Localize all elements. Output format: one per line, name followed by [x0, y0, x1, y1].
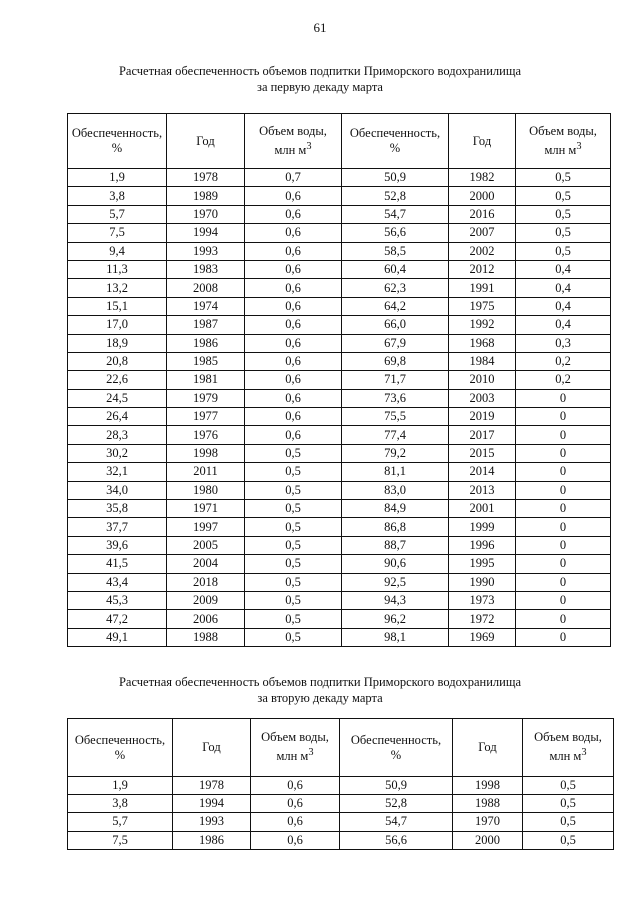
cell-volume: 0,5: [245, 628, 342, 646]
cell-obesp: 7,5: [68, 224, 167, 242]
cell-year: 2015: [449, 444, 516, 462]
cell-year: 2017: [449, 426, 516, 444]
header-volume: Объем воды, млн $м^3$: [251, 719, 340, 777]
table-row: [68, 279, 611, 297]
cell-obesp: 58,5: [342, 242, 449, 260]
cell-volume: 0,6: [245, 297, 342, 315]
cell-volume: 0,6: [251, 795, 340, 813]
cell-obesp: 71,7: [342, 371, 449, 389]
cell-volume: 0,5: [516, 224, 611, 242]
cell-year: 1977: [167, 408, 245, 426]
header-year: Год: [173, 719, 251, 777]
cell-obesp: 28,3: [68, 426, 167, 444]
table-row: [68, 205, 611, 223]
cell-obesp: 3,8: [68, 187, 167, 205]
table-row: [68, 555, 611, 573]
cell-year: 2016: [449, 205, 516, 223]
cell-year: 1997: [167, 518, 245, 536]
cell-obesp: 35,8: [68, 500, 167, 518]
table-row: [68, 628, 611, 646]
cell-obesp: 50,9: [342, 169, 449, 187]
header-volume: Объем воды, млн $м^3$: [245, 114, 342, 169]
cell-year: 1992: [449, 316, 516, 334]
table-row: [68, 831, 614, 849]
cell-obesp: 83,0: [342, 481, 449, 499]
cell-volume: 0,5: [245, 481, 342, 499]
table-row: [68, 224, 611, 242]
cell-year: 2019: [449, 408, 516, 426]
table-row: [68, 813, 614, 831]
cell-year: 1971: [167, 500, 245, 518]
table-row: [68, 371, 611, 389]
cell-volume: 0,5: [523, 831, 614, 849]
cell-volume: 0,6: [245, 426, 342, 444]
cell-obesp: 67,9: [342, 334, 449, 352]
cell-volume: 0,5: [523, 795, 614, 813]
table2-caption-line2: за вторую декаду марта: [257, 691, 383, 705]
cell-obesp: 92,5: [342, 573, 449, 591]
cell-obesp: 5,7: [68, 205, 167, 223]
cell-obesp: 62,3: [342, 279, 449, 297]
cell-volume: 0: [516, 610, 611, 628]
cell-obesp: 17,0: [68, 316, 167, 334]
table-row: [68, 795, 614, 813]
cell-obesp: 32,1: [68, 463, 167, 481]
cell-year: 1970: [453, 813, 523, 831]
cell-year: 1987: [167, 316, 245, 334]
cell-year: 1975: [449, 297, 516, 315]
page-number: 61: [313, 20, 327, 35]
cell-year: 1981: [167, 371, 245, 389]
table-row: [68, 591, 611, 609]
table-row: [68, 187, 611, 205]
cell-year: 2000: [453, 831, 523, 849]
cell-year: 1993: [167, 242, 245, 260]
cell-obesp: 34,0: [68, 481, 167, 499]
cell-year: 2001: [449, 500, 516, 518]
cell-year: 1991: [449, 279, 516, 297]
cell-year: 1998: [167, 444, 245, 462]
table2: [67, 718, 614, 850]
cell-volume: 0,2: [516, 371, 611, 389]
cell-obesp: 64,2: [342, 297, 449, 315]
cell-obesp: 98,1: [342, 628, 449, 646]
cell-year: 2006: [167, 610, 245, 628]
cell-obesp: 54,7: [340, 813, 453, 831]
table-row: [68, 500, 611, 518]
cell-year: 1995: [449, 555, 516, 573]
cell-volume: 0,5: [245, 610, 342, 628]
cell-volume: 0,5: [523, 777, 614, 795]
table-row: [68, 481, 611, 499]
cell-volume: 0: [516, 628, 611, 646]
cell-obesp: 50,9: [340, 777, 453, 795]
cell-year: 1982: [449, 169, 516, 187]
cell-volume: 0,5: [245, 555, 342, 573]
cell-obesp: 1,9: [68, 169, 167, 187]
table-row: [68, 610, 611, 628]
cell-obesp: 75,5: [342, 408, 449, 426]
table-row: [68, 260, 611, 278]
cell-volume: 0: [516, 555, 611, 573]
cell-obesp: 43,4: [68, 573, 167, 591]
cell-year: 1993: [173, 813, 251, 831]
cell-volume: 0,6: [245, 408, 342, 426]
cell-year: 2009: [167, 591, 245, 609]
cell-volume: 0,5: [516, 169, 611, 187]
table1-body: [68, 169, 611, 647]
cell-year: 2011: [167, 463, 245, 481]
cell-year: 2018: [167, 573, 245, 591]
cell-volume: 0: [516, 573, 611, 591]
cell-obesp: 94,3: [342, 591, 449, 609]
cell-volume: 0,4: [516, 279, 611, 297]
table1-caption-line1: Расчетная обеспеченность объемов подпитки Приморского водохранилища: [118, 64, 522, 78]
cell-obesp: 37,7: [68, 518, 167, 536]
cell-volume: 0,6: [245, 260, 342, 278]
table-row: [68, 463, 611, 481]
table-row: [68, 536, 611, 554]
cell-volume: 0,5: [516, 242, 611, 260]
cell-obesp: 41,5: [68, 555, 167, 573]
header-obesp: Обеспеченность, %: [68, 719, 173, 777]
cell-year: 1994: [167, 224, 245, 242]
cell-year: 1978: [167, 169, 245, 187]
cell-obesp: 26,4: [68, 408, 167, 426]
table-row: [68, 408, 611, 426]
table-row: [68, 242, 611, 260]
cell-year: 2000: [449, 187, 516, 205]
cell-volume: 0,6: [245, 224, 342, 242]
table-row: [68, 169, 611, 187]
cell-year: 1999: [449, 518, 516, 536]
cell-volume: 0,4: [516, 260, 611, 278]
cell-year: 1986: [173, 831, 251, 849]
header-obesp: Обеспеченность, %: [340, 719, 453, 777]
cell-volume: 0,5: [245, 591, 342, 609]
cell-volume: 0,6: [245, 371, 342, 389]
cell-year: 2012: [449, 260, 516, 278]
cell-obesp: 84,9: [342, 500, 449, 518]
table-row: [68, 352, 611, 370]
cell-year: 1980: [167, 481, 245, 499]
cell-volume: 0,6: [245, 389, 342, 407]
cell-obesp: 24,5: [68, 389, 167, 407]
cell-obesp: 22,6: [68, 371, 167, 389]
cell-volume: 0,3: [516, 334, 611, 352]
cell-year: 1973: [449, 591, 516, 609]
cell-volume: 0,6: [245, 352, 342, 370]
table2-body: [68, 777, 614, 850]
table-row: [68, 297, 611, 315]
cell-obesp: 11,3: [68, 260, 167, 278]
cell-volume: 0,6: [251, 831, 340, 849]
cell-year: 1998: [453, 777, 523, 795]
cell-obesp: 20,8: [68, 352, 167, 370]
cell-volume: 0,6: [245, 334, 342, 352]
cell-volume: 0: [516, 536, 611, 554]
table1-caption-line2: за первую декаду марта: [257, 80, 383, 94]
header-volume: Объем воды, млн $м^3$: [523, 719, 614, 777]
cell-volume: 0,7: [245, 169, 342, 187]
cell-volume: 0: [516, 518, 611, 536]
cell-volume: 0,6: [251, 777, 340, 795]
cell-volume: 0: [516, 500, 611, 518]
cell-year: 2004: [167, 555, 245, 573]
cell-year: 2013: [449, 481, 516, 499]
header-year: Год: [449, 114, 516, 169]
cell-year: 1989: [167, 187, 245, 205]
cell-year: 1985: [167, 352, 245, 370]
cell-year: 2010: [449, 371, 516, 389]
cell-volume: 0,5: [516, 187, 611, 205]
cell-year: 1976: [167, 426, 245, 444]
cell-obesp: 1,9: [68, 777, 173, 795]
cell-volume: 0,5: [245, 500, 342, 518]
header-year: Год: [453, 719, 523, 777]
cell-year: 1996: [449, 536, 516, 554]
cell-obesp: 60,4: [342, 260, 449, 278]
table1-header: [68, 114, 611, 169]
cell-obesp: 5,7: [68, 813, 173, 831]
cell-year: 2002: [449, 242, 516, 260]
cell-obesp: 79,2: [342, 444, 449, 462]
cell-year: 1983: [167, 260, 245, 278]
cell-year: 1988: [453, 795, 523, 813]
cell-volume: 0,6: [245, 279, 342, 297]
cell-obesp: 56,6: [342, 224, 449, 242]
cell-obesp: 96,2: [342, 610, 449, 628]
cell-year: 1990: [449, 573, 516, 591]
header-obesp: Обеспеченность, %: [68, 114, 167, 169]
cell-obesp: 73,6: [342, 389, 449, 407]
cell-obesp: 7,5: [68, 831, 173, 849]
cell-obesp: 90,6: [342, 555, 449, 573]
cell-year: 1979: [167, 389, 245, 407]
cell-year: 2003: [449, 389, 516, 407]
cell-volume: 0,5: [245, 463, 342, 481]
table1: [67, 113, 611, 647]
table-row: [68, 444, 611, 462]
cell-volume: 0: [516, 408, 611, 426]
cell-volume: 0,2: [516, 352, 611, 370]
cell-volume: 0,6: [245, 205, 342, 223]
cell-volume: 0,6: [245, 316, 342, 334]
cell-volume: 0,5: [245, 536, 342, 554]
cell-obesp: 15,1: [68, 297, 167, 315]
cell-volume: 0,6: [245, 242, 342, 260]
cell-obesp: 86,8: [342, 518, 449, 536]
cell-volume: 0: [516, 591, 611, 609]
cell-volume: 0,5: [516, 205, 611, 223]
cell-obesp: 3,8: [68, 795, 173, 813]
cell-volume: 0,5: [245, 444, 342, 462]
cell-year: 2008: [167, 279, 245, 297]
cell-obesp: 69,8: [342, 352, 449, 370]
cell-obesp: 77,4: [342, 426, 449, 444]
cell-year: 1968: [449, 334, 516, 352]
cell-volume: 0: [516, 389, 611, 407]
table-row: [68, 334, 611, 352]
cell-year: 1978: [173, 777, 251, 795]
cell-obesp: 88,7: [342, 536, 449, 554]
cell-obesp: 9,4: [68, 242, 167, 260]
cell-year: 1969: [449, 628, 516, 646]
cell-volume: 0,6: [245, 187, 342, 205]
table-row: [68, 426, 611, 444]
cell-obesp: 66,0: [342, 316, 449, 334]
cell-obesp: 52,8: [342, 187, 449, 205]
cell-obesp: 39,6: [68, 536, 167, 554]
table2-header: [68, 719, 614, 777]
cell-year: 2005: [167, 536, 245, 554]
cell-volume: 0,6: [251, 813, 340, 831]
cell-obesp: 49,1: [68, 628, 167, 646]
cell-obesp: 47,2: [68, 610, 167, 628]
cell-obesp: 56,6: [340, 831, 453, 849]
cell-volume: 0,5: [245, 573, 342, 591]
header-year: Год: [167, 114, 245, 169]
cell-obesp: 13,2: [68, 279, 167, 297]
cell-year: 1986: [167, 334, 245, 352]
table2-caption-line1: Расчетная обеспеченность объемов подпитки Приморского водохранилища: [118, 675, 522, 689]
cell-obesp: 52,8: [340, 795, 453, 813]
header-volume: Объем воды, млн $м^3$: [516, 114, 611, 169]
cell-year: 1988: [167, 628, 245, 646]
table2-caption: [0, 674, 640, 706]
cell-obesp: 30,2: [68, 444, 167, 462]
cell-obesp: 18,9: [68, 334, 167, 352]
header-obesp: Обеспеченность, %: [342, 114, 449, 169]
cell-obesp: 45,3: [68, 591, 167, 609]
cell-obesp: 81,1: [342, 463, 449, 481]
cell-year: 1984: [449, 352, 516, 370]
table-row: [68, 389, 611, 407]
cell-volume: 0,4: [516, 316, 611, 334]
table-row: [68, 777, 614, 795]
cell-year: 2007: [449, 224, 516, 242]
cell-year: 1972: [449, 610, 516, 628]
table-row: [68, 573, 611, 591]
cell-volume: 0: [516, 444, 611, 462]
cell-volume: 0,5: [523, 813, 614, 831]
table-row: [68, 316, 611, 334]
table-row: [68, 518, 611, 536]
cell-year: 1970: [167, 205, 245, 223]
cell-year: 1974: [167, 297, 245, 315]
cell-volume: 0: [516, 426, 611, 444]
cell-volume: 0: [516, 481, 611, 499]
cell-year: 1994: [173, 795, 251, 813]
table1-caption: [0, 63, 640, 95]
cell-volume: 0,4: [516, 297, 611, 315]
cell-obesp: 54,7: [342, 205, 449, 223]
cell-year: 2014: [449, 463, 516, 481]
cell-volume: 0,5: [245, 518, 342, 536]
cell-volume: 0: [516, 463, 611, 481]
